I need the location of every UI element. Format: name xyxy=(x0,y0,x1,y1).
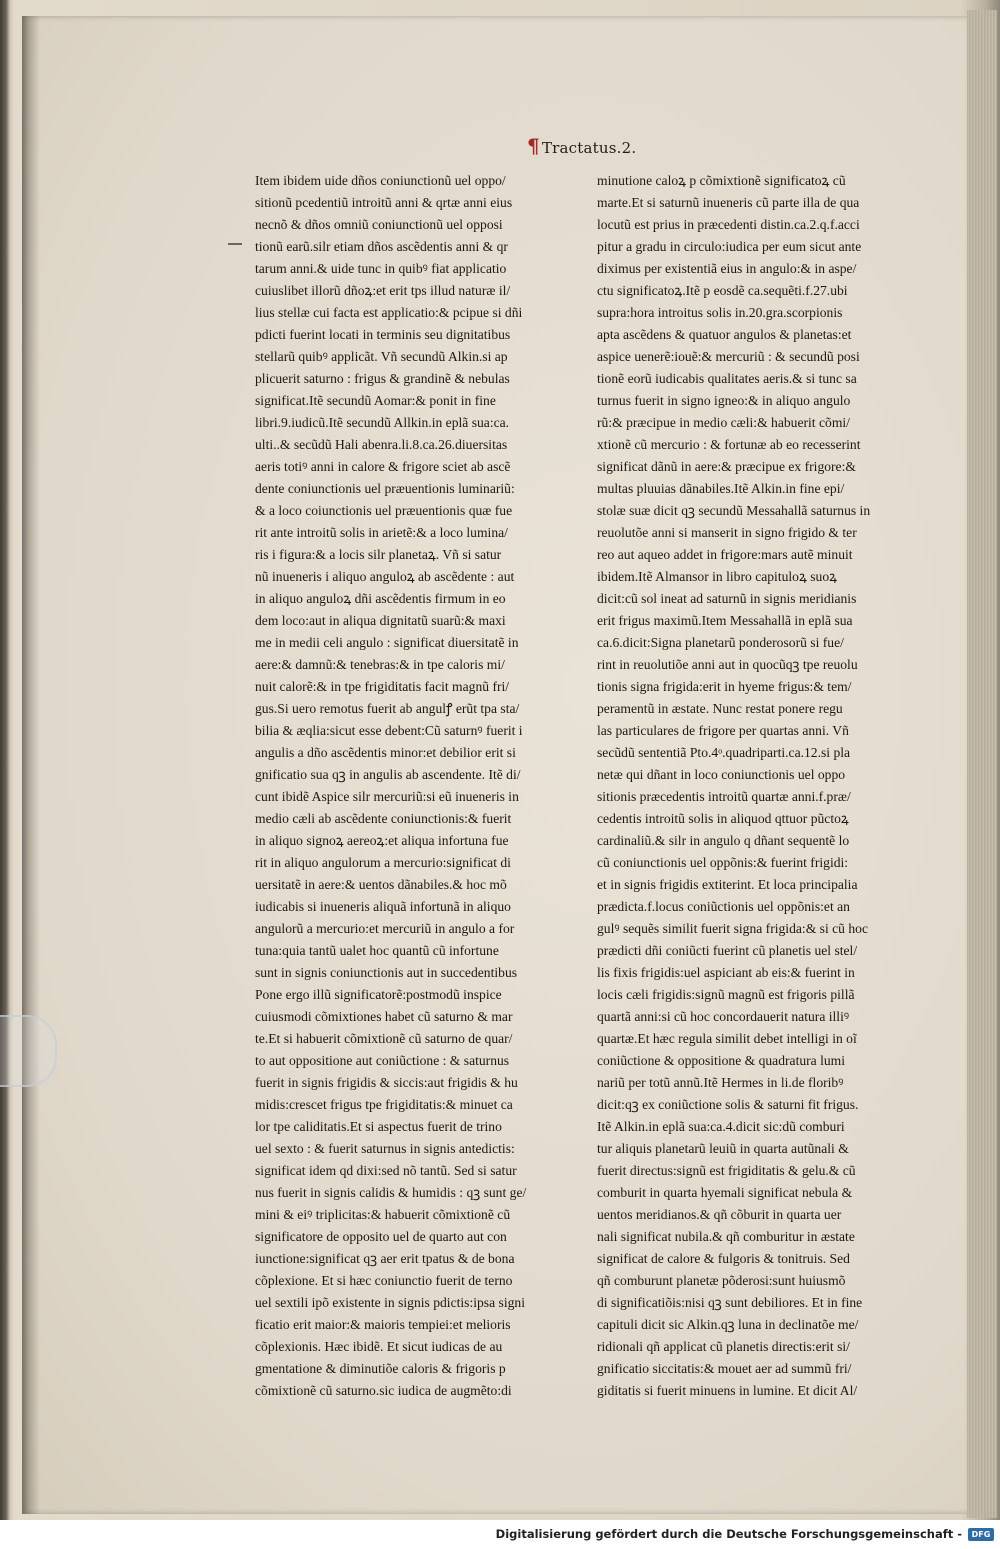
text-line: angulis a dño ascẽdentis minor:et debilior erit si xyxy=(255,745,516,760)
text-line: uersitatẽ in aere:& uentos dãnabiles.& hoc mõ xyxy=(255,877,507,892)
text-line: significat.Itẽ secundũ Aomar:& ponit in fine xyxy=(255,393,496,408)
text-line: lor tpe caliditatis.Et si aspectus fuerit de trino xyxy=(255,1119,502,1134)
text-line: et in signis frigidis extiterint. Et loca principalia xyxy=(597,877,858,892)
text-line: gnificatio siccitatis:& mouet aer ad summũ fri/ xyxy=(597,1361,852,1376)
text-line: lius stellæ cui facta est applicatio:& pcipue si dñi xyxy=(255,305,523,320)
text-line: cuiuslibet illorũ dñoꝝ:et erit tps illud naturæ il/ xyxy=(255,283,511,298)
text-line: las particulares de frigore per quartas anni. Vñ xyxy=(597,723,849,738)
text-line: uel sextili ipõ existente in signis pdictis:ipsa signi xyxy=(255,1295,525,1310)
text-line: rint in reuolutiõe anni aut in quocũqꝫ tpe reuolu xyxy=(597,657,858,672)
text-line: ficatio erit maior:& maioris tempiei:et melioris xyxy=(255,1317,511,1332)
text-line: gus.Si uero remotus fuerit ab angulꝭ erũt tpa sta/ xyxy=(255,701,520,716)
text-line: ulti..& secũdũ Hali abenra.li.8.ca.26.diuersitas xyxy=(255,437,508,452)
text-line: sunt in signis coniunctionis aut in succedentibus xyxy=(255,965,518,980)
text-line: erit frigus maximũ.Item Messahallã in eplã sua xyxy=(597,613,853,628)
text-line: reuolutõe anni si manserit in signo frigido & ter xyxy=(597,525,857,540)
text-line: ca.6.dicit:Signa planetarũ ponderosorũ si fue/ xyxy=(597,635,844,650)
text-line: giditatis si fuerit minuens in lumine. Et dicit Al/ xyxy=(597,1383,858,1398)
text-line: lis fixis frigidis:uel aspiciant ab eis:& fuerint in xyxy=(597,965,855,980)
text-line: plicuerit saturno : frigus & grandinẽ & nebulas xyxy=(255,371,510,386)
text-line: stolæ suæ dicit qꝫ secundũ Messahallã saturnus in xyxy=(597,503,871,518)
text-line: te.Et si habuerit cõmixtionẽ cũ saturno de quar/ xyxy=(255,1031,513,1046)
text-line: cedentis introitũ solis in aliquod qttuor pũctoꝝ xyxy=(597,811,849,826)
text-line: Item ibidem uide dños coniunctionũ uel oppo/ xyxy=(255,173,506,188)
page-clip xyxy=(0,1015,57,1087)
text-line: nariũ per totũ annũ.Itẽ Hermes in li.de floribꝰ xyxy=(597,1075,844,1090)
text-line: tionis signa frigida:erit in hyeme frigus:& tem/ xyxy=(597,679,852,694)
running-header xyxy=(527,134,636,158)
text-line: supra:hora introitus solis in.20.gra.scorpionis xyxy=(597,305,843,320)
text-line: multas pluuias dãnabiles.Itẽ Alkin.in fine epi/ xyxy=(597,481,845,496)
text-line: dem loco:aut in aliqua dignitatũ suarũ:& maxi xyxy=(255,613,506,628)
text-line: aere:& damnũ:& tenebras:& in tpe caloris mi/ xyxy=(255,657,505,672)
text-line: dicit:cũ sol ineat ad saturnũ in signis meridianis xyxy=(597,591,857,606)
text-line: quartã anni:si cũ hoc concordauerit natura illiꝰ xyxy=(597,1009,850,1024)
text-line: cõmixtionẽ cũ saturno.sic iudica de augmẽto:di xyxy=(255,1383,512,1398)
text-line: me in medii celi angulo : significat diuersitatẽ in xyxy=(255,635,519,650)
header-title: Tractatus.2. xyxy=(541,139,637,157)
text-line: mini & eiꝰ triplicitas:& habuerit cõmixtionẽ cũ xyxy=(255,1207,511,1222)
text-line: cõplexionis. Hæc ibidẽ. Et sicut iudicas de au xyxy=(255,1339,503,1354)
text-line: stellarũ quibꝰ applicãt. Vñ secundũ Alkin.si ap xyxy=(255,349,508,364)
text-line: reo aut aqueo addet in frigore:mars autẽ minuit xyxy=(597,547,853,562)
text-line: locutũ est prius in præcedenti distin.ca.2.q.f.acci xyxy=(597,217,860,232)
text-line: secũdũ sententiã Pto.4ᵒ.quadriparti.ca.12.si pla xyxy=(597,745,851,760)
page-edges xyxy=(967,10,997,1518)
text-line: turnus fuerit in signo igneo:& in aliquo angulo xyxy=(597,393,851,408)
text-line: rit in aliquo angulorum a mercurio:significat di xyxy=(255,855,511,870)
text-line: significat de calore & fulgoris & tonitruis. Sed xyxy=(597,1251,850,1266)
text-line: coniũctione & oppositione & quadratura lumi xyxy=(597,1053,846,1068)
funding-notice: Digitalisierung gefördert durch die Deutsche Forschungsgemeinschaft - xyxy=(495,1527,962,1541)
text-line: fuerit in signis frigidis & siccis:aut frigidis & hu xyxy=(255,1075,518,1090)
text-line: in aliquo anguloꝝ dñi ascẽdentis firmum in eo xyxy=(255,591,506,606)
text-line: gmentatione & diminutiõe caloris & frigoris p xyxy=(255,1361,506,1376)
text-line: prædicti dñi coniũcti fuerint cũ planetis uel stel/ xyxy=(597,943,858,958)
text-line: di significatiõis:nisi qꝫ sunt debiliores. Et in fine xyxy=(597,1295,863,1310)
text-line: sitionũ pcedentiũ introitũ anni & qrtæ anni eius xyxy=(255,195,513,210)
text-column-right xyxy=(597,170,932,1402)
text-line: cõplexione. Et si hæc coniunctio fuerit de terno xyxy=(255,1273,513,1288)
text-line: cuiusmodi cõmixtiones habet cũ saturno & mar xyxy=(255,1009,513,1024)
text-line: libri.9.iudicũ.Itẽ secundũ Allkin.in eplã sua:ca. xyxy=(255,415,510,430)
text-line: netæ qui dñant in loco coniunctionis uel oppo xyxy=(597,767,846,782)
text-line: angulorũ a mercurio:et mercuriũ in angulo a for xyxy=(255,921,515,936)
text-line: Itẽ Alkin.in eplã sua:ca.4.dicit sic:dũ comburi xyxy=(597,1119,845,1134)
text-line: sitionis præcedentis introitũ quartæ anni.f.præ/ xyxy=(597,789,851,804)
text-line: uentos meridianos.& qñ cõburit in quarta uer xyxy=(597,1207,842,1222)
text-line: minutione caloꝝ p cõmixtionẽ significatoꝝ cũ xyxy=(597,173,846,188)
text-line: significat dãnũ in aere:& præcipue ex frigore:& xyxy=(597,459,856,474)
text-line: ris i figura:& a locis silr planetaꝝ. Vñ si satur xyxy=(255,547,502,562)
text-line: ridionali qñ applicat cũ planetis directis:erit si/ xyxy=(597,1339,850,1354)
text-line: uel sexto : & fuerit saturnus in signis antedictis: xyxy=(255,1141,515,1156)
text-line: ctu significatoꝝ.Itẽ p eosdẽ ca.sequẽti.f.27.ubi xyxy=(597,283,848,298)
text-line: cardinaliũ.& silr in angulo q dñant sequentẽ lo xyxy=(597,833,850,848)
text-line: diximus per existentiã eius in angulo:& in aspe/ xyxy=(597,261,857,276)
spine-shadow xyxy=(22,16,40,1514)
text-line: significat idem qd dixi:sed nõ tantũ. Sed si satur xyxy=(255,1163,517,1178)
text-line: necnõ & dños omniũ coniunctionũ uel opposi xyxy=(255,217,503,232)
text-line: tuna:quia tantũ ualet hoc quantũ cũ infortune xyxy=(255,943,499,958)
text-line: iudicabis si inueneris aliquã infortunã in aliquo xyxy=(255,899,511,914)
text-line: medio cæli ab ascẽdente coniunctionis:& fuerit xyxy=(255,811,512,826)
text-line: nus fuerit in signis calidis & humidis : qꝫ sunt ge/ xyxy=(255,1185,527,1200)
text-line: significatore de opposito uel de quarto aut con xyxy=(255,1229,507,1244)
text-line: quartæ.Et hæc regula similit debet intelligi in oĩ xyxy=(597,1031,857,1046)
text-line: cũ coniunctionis uel oppõnis:& fuerint frigidi: xyxy=(597,855,849,870)
pilcrow-rubric: ¶ xyxy=(527,134,540,158)
text-line: & a loco coiunctionis uel præuentionis quæ fue xyxy=(255,503,513,518)
text-line: dente coniunctionis uel præuentionis luminariũ: xyxy=(255,481,515,496)
text-line: rit ante introitũ solis in arietẽ:& a loco lumina/ xyxy=(255,525,508,540)
text-line: to aut oppositione aut coniũctione : & saturnus xyxy=(255,1053,510,1068)
text-line: ibidem.Itẽ Almansor in libro capituloꝝ suoꝝ xyxy=(597,569,837,584)
text-line: tionẽ eorũ iudicabis qualitates aeris.& si tunc sa xyxy=(597,371,857,386)
text-line: Pone ergo illũ significatorẽ:postmodũ inspice xyxy=(255,987,502,1002)
text-line: dicit:qꝫ ex coniũctione solis & saturni fit frigus. xyxy=(597,1097,859,1112)
text-line: fuerit directus:signũ est frigiditatis & gelu.& cũ xyxy=(597,1163,856,1178)
text-line: aspice uenerẽ:iouẽ:& mercuriũ : & secundũ posi xyxy=(597,349,860,364)
text-line: marte.Et si saturnũ inueneris cũ parte illa de qua xyxy=(597,195,860,210)
text-line: midis:crescet frigus tpe frigiditatis:& minuet ca xyxy=(255,1097,513,1112)
text-line: apta ascẽdens & quatuor angulos & planetas:et xyxy=(597,327,852,342)
text-line: cunt ibidẽ Aspice silr mercuriũ:si eũ inueneris in xyxy=(255,789,519,804)
text-line: prædicta.f.locus coniũctionis uel oppõnis:et an xyxy=(597,899,850,914)
text-line: iunctione:significat qꝫ aer erit tpatus & de bona xyxy=(255,1251,515,1266)
text-line: gnificatio sua qꝫ in angulis ab ascendente. Itẽ di/ xyxy=(255,767,521,782)
text-line: nali significat nubila.& qñ comburitur in æstate xyxy=(597,1229,855,1244)
footer-bar xyxy=(0,1520,1000,1549)
text-line: tarum anni.& uide tunc in quibꝰ fiat applicatio xyxy=(255,261,507,276)
text-line: comburit in quarta hyemali significat nebula & xyxy=(597,1185,853,1200)
text-line: aeris totiꝰ anni in calore & frigore sciet ab ascẽ xyxy=(255,459,511,474)
text-line: rũ:& præcipue in medio cæli:& habuerit cõmi/ xyxy=(597,415,850,430)
text-line: nũ inueneris i aliquo anguloꝝ ab ascẽdente : aut xyxy=(255,569,515,584)
text-line: capituli dicit sic Alkin.qꝫ luna in declinatõe me/ xyxy=(597,1317,859,1332)
text-line: pdicti fuerint locati in terminis seu dignitatibus xyxy=(255,327,511,342)
text-line: xtionẽ cũ mercurio : & fortunæ ab eo recesserint xyxy=(597,437,861,452)
text-line: peramentũ in æstate. Nunc restat ponere regu xyxy=(597,701,843,716)
text-line: tionũ earũ.silr etiam dños ascẽdentis anni & qr xyxy=(255,239,508,254)
text-line: nuit calorẽ:& in tpe frigiditatis facit magnũ fri/ xyxy=(255,679,510,694)
text-line: locis cæli frigidis:signũ magnũ est frigoris pillã xyxy=(597,987,855,1002)
dfg-logo: DFG xyxy=(968,1528,994,1541)
text-line: qñ comburunt planetæ põderosi:sunt huiusmõ xyxy=(597,1273,846,1288)
text-line: pitur a gradu in circulo:iudica per eum sicut ante xyxy=(597,239,862,254)
text-column-left xyxy=(255,170,575,1402)
text-line: gulꝰ sequẽs similit fuerit signa frigida:& si cũ hoc xyxy=(597,921,868,936)
pencil-mark xyxy=(228,243,242,245)
text-line: tur aliquis planetarũ leuiũ in quarta autũnali & xyxy=(597,1141,849,1156)
text-line: bilia & æqlia:sicut esse debent:Cũ saturnꝰ fuerit i xyxy=(255,723,523,738)
text-line: in aliquo signoꝝ aereoꝝ:et aliqua infortuna fue xyxy=(255,833,509,848)
